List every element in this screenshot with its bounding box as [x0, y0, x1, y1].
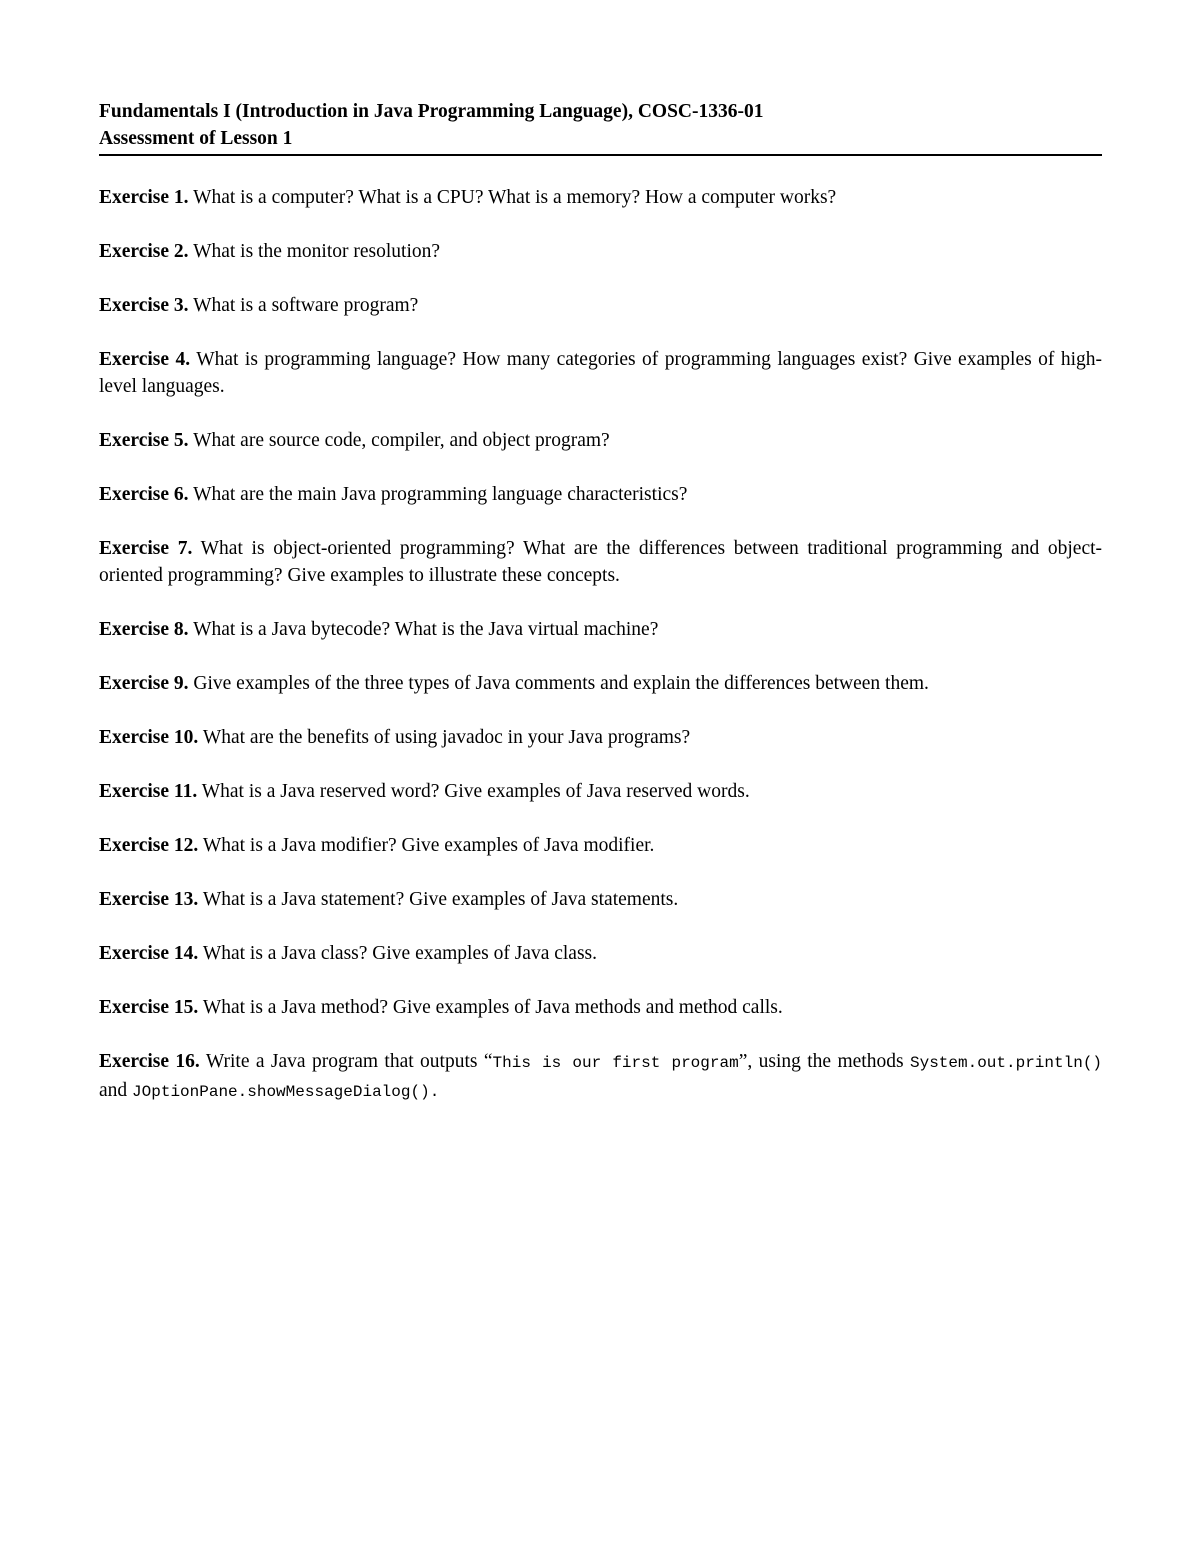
exercise-label: Exercise 6.: [99, 484, 189, 505]
exercise-text: What is a Java modifier? Give examples of Java modifier.: [202, 835, 655, 856]
exercise-label: Exercise 9.: [99, 673, 189, 694]
exercise-2: [99, 238, 1102, 265]
exercise-text: What is a Java reserved word? Give examples of Java reserved words.: [201, 781, 750, 802]
exercise-13: [99, 886, 1102, 913]
exercise-label: Exercise 4.: [99, 349, 191, 370]
exercise-7: [99, 535, 1102, 589]
code-dialog-method: JOptionPane.showMessageDialog(): [132, 1083, 430, 1101]
exercise-label: Exercise 7.: [99, 538, 193, 559]
code-output-string: This is our first program: [492, 1054, 739, 1072]
exercise-label: Exercise 8.: [99, 619, 189, 640]
exercise-label: Exercise 10.: [99, 727, 199, 748]
assessment-title: Assessment of Lesson 1: [99, 128, 293, 149]
exercise-label: Exercise 14.: [99, 943, 199, 964]
exercise-9: [99, 670, 1102, 697]
exercise-list: [99, 184, 1102, 1106]
exercise-text: What are the main Java programming language characteristics?: [193, 484, 688, 505]
exercise-text: What is a Java bytecode? What is the Java virtual machine?: [193, 619, 659, 640]
exercise-text: What is a Java statement? Give examples of Java statements.: [202, 889, 679, 910]
exercise-label: Exercise 11.: [99, 781, 198, 802]
exercise-text: ”, using the methods: [738, 1051, 904, 1072]
exercise-11: [99, 778, 1102, 805]
exercise-text: and: [99, 1080, 128, 1101]
exercise-label: Exercise 16.: [99, 1051, 200, 1072]
exercise-text: What is object-oriented programming? What are the differences between traditional programming and object-oriented programming? Give examples to illustrate these concepts.: [99, 538, 1103, 586]
exercise-label: Exercise 15.: [99, 997, 199, 1018]
exercise-15: [99, 994, 1102, 1021]
exercise-14: [99, 940, 1102, 967]
exercise-label: Exercise 3.: [99, 295, 189, 316]
exercise-label: Exercise 5.: [99, 430, 189, 451]
exercise-text: Give examples of the three types of Java comments and explain the differences between them.: [193, 673, 929, 694]
exercise-text: What are source code, compiler, and object program?: [193, 430, 610, 451]
course-title: Fundamentals I (Introduction in Java Programming Language), COSC-1336-01: [99, 101, 764, 122]
exercise-3: [99, 292, 1102, 319]
exercise-text: What is a Java class? Give examples of Java class.: [202, 943, 598, 964]
exercise-10: [99, 724, 1102, 751]
exercise-12: [99, 832, 1102, 859]
exercise-text: What is the monitor resolution?: [193, 241, 441, 262]
exercise-text: Write a Java program that outputs “: [205, 1051, 493, 1072]
exercise-text: What is programming language? How many categories of programming languages exist? Give examples of high-level languages.: [99, 349, 1102, 397]
exercise-text: What is a software program?: [193, 295, 419, 316]
exercise-6: [99, 481, 1102, 508]
exercise-4: [99, 346, 1102, 400]
exercise-label: Exercise 2.: [99, 241, 189, 262]
document-header: [99, 98, 1102, 156]
exercise-1: [99, 184, 1102, 211]
exercise-label: Exercise 13.: [99, 889, 199, 910]
exercise-text: What are the benefits of using javadoc in your Java programs?: [202, 727, 691, 748]
exercise-text: What is a Java method? Give examples of Java methods and method calls.: [202, 997, 783, 1018]
exercise-label: Exercise 1.: [99, 187, 189, 208]
exercise-label: Exercise 12.: [99, 835, 199, 856]
code-period: .: [429, 1083, 440, 1101]
exercise-text: What is a computer? What is a CPU? What is a memory? How a computer works?: [193, 187, 837, 208]
exercise-8: [99, 616, 1102, 643]
exercise-16: [99, 1048, 1102, 1106]
exercise-5: [99, 427, 1102, 454]
code-println-method: System.out.println(): [909, 1054, 1103, 1072]
document-page: [99, 98, 1102, 1133]
